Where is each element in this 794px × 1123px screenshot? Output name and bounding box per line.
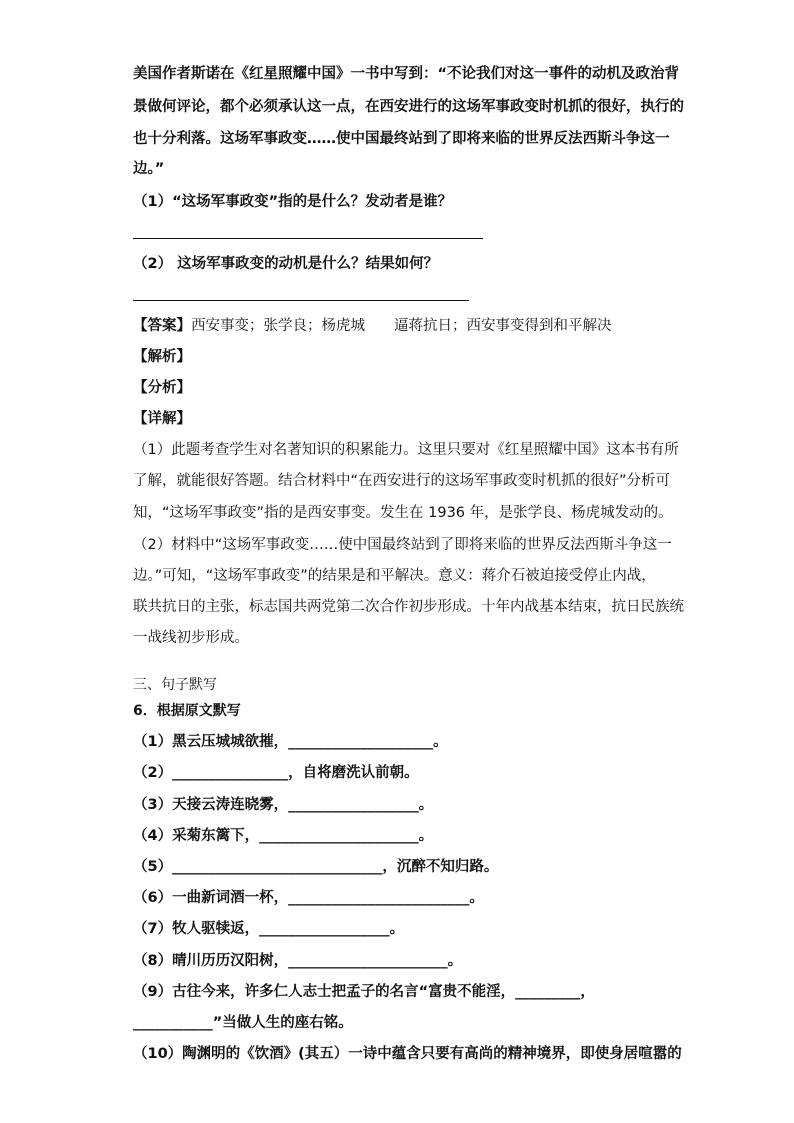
recite-item-9: （9）古往今来，许多仁人志士把孟子的名言“富贵不能淫，_________，: [133, 984, 595, 1000]
xiangjie-label: 【详解】: [133, 411, 191, 427]
answer-text: 西安事变；张学良；杨虎城 逼蒋抗日；西安事变得到和平解决: [191, 318, 612, 334]
recite-item-7: （7）牧人驱犊返，__________________。: [133, 921, 405, 937]
recite-item-2: （2）________________，自将磨洗认前朝。: [133, 765, 419, 781]
answer-row: [133, 316, 612, 336]
jiexi-label: 【解析】: [133, 349, 191, 365]
question-1: （1）“这场军事政变”指的是什么？发动者是谁？: [133, 194, 453, 210]
analysis-p1-line-1: （1）此题考查学生对名著知识的积累能力。这里只要对《红星照耀中国》这本书有所: [133, 442, 679, 458]
answer-label: 【答案】: [133, 318, 191, 334]
recite-item-8: （8）晴川历历汉阳树，______________________。: [133, 953, 463, 969]
analysis-p1-line-3: 知，“这场军事政变”指的是西安事变。发生在 1936 年，是张学良、杨虎城发动的。: [133, 505, 673, 521]
recite-item-6: （6）一曲新词酒一杯，_________________________。: [133, 890, 484, 906]
section-title: 三、句子默写: [133, 677, 217, 693]
recite-item-5: （5）_____________________________，沉醉不知归路。: [133, 859, 499, 875]
recite-item-9-cont: ___________”当做人生的座右铭。: [133, 1015, 353, 1031]
recite-item-1: （1）黑云压城城欲摧，____________________。: [133, 734, 448, 750]
analysis-p2-line-2: 边。”可知，“这场军事政变”的结果是和平解决。意义：蒋介石被迫接受停止内战，: [133, 568, 656, 584]
material-line-3: 也十分利落。这场军事政变……使中国最终站到了即将来临的世界反法西斯斗争这一: [133, 131, 670, 147]
recite-item-4: （4）采菊东篱下，______________________。: [133, 828, 434, 844]
question-6-title: 6．根据原文默写: [133, 703, 241, 719]
recite-item-10: （10）陶渊明的《饮酒》(其五）一诗中蕴含只要有高尚的精神境界，即使身居喧嚣的: [133, 1046, 682, 1062]
material-line-4: 边。”: [133, 161, 165, 177]
analysis-p1-line-2: 了解，就能很好答题。结合材料中“在西安进行的这场军事政变时机抓的很好”分析可: [133, 473, 671, 489]
material-line-2: 景做何评论，都个必须承认这一点，在西安进行的这场军事政变时机抓的很好，执行的: [133, 99, 684, 115]
analysis-p2-line-1: （2）材料中“这场军事政变……使中国最终站到了即将来临的世界反法西斯斗争这一: [133, 537, 672, 553]
question-2: （2） 这场军事政变的动机是什么？结果如何？: [133, 256, 439, 272]
analysis-p2-line-4: 一战线初步形成。: [133, 630, 249, 646]
answer-line-1: [133, 238, 483, 239]
analysis-p2-line-3: 联共抗日的主张，标志国共两党第二次合作初步形成。十年内战基本结束，抗日民族统: [133, 599, 684, 615]
recite-item-3: （3）天接云涛连晓雾，__________________。: [133, 797, 434, 813]
answer-line-2: [133, 300, 469, 301]
fenxi-label: 【分析】: [133, 380, 191, 396]
material-line-1: 美国作者斯诺在《红星照耀中国》一书中写到：“不论我们对这一事件的动机及政治背: [133, 66, 680, 82]
